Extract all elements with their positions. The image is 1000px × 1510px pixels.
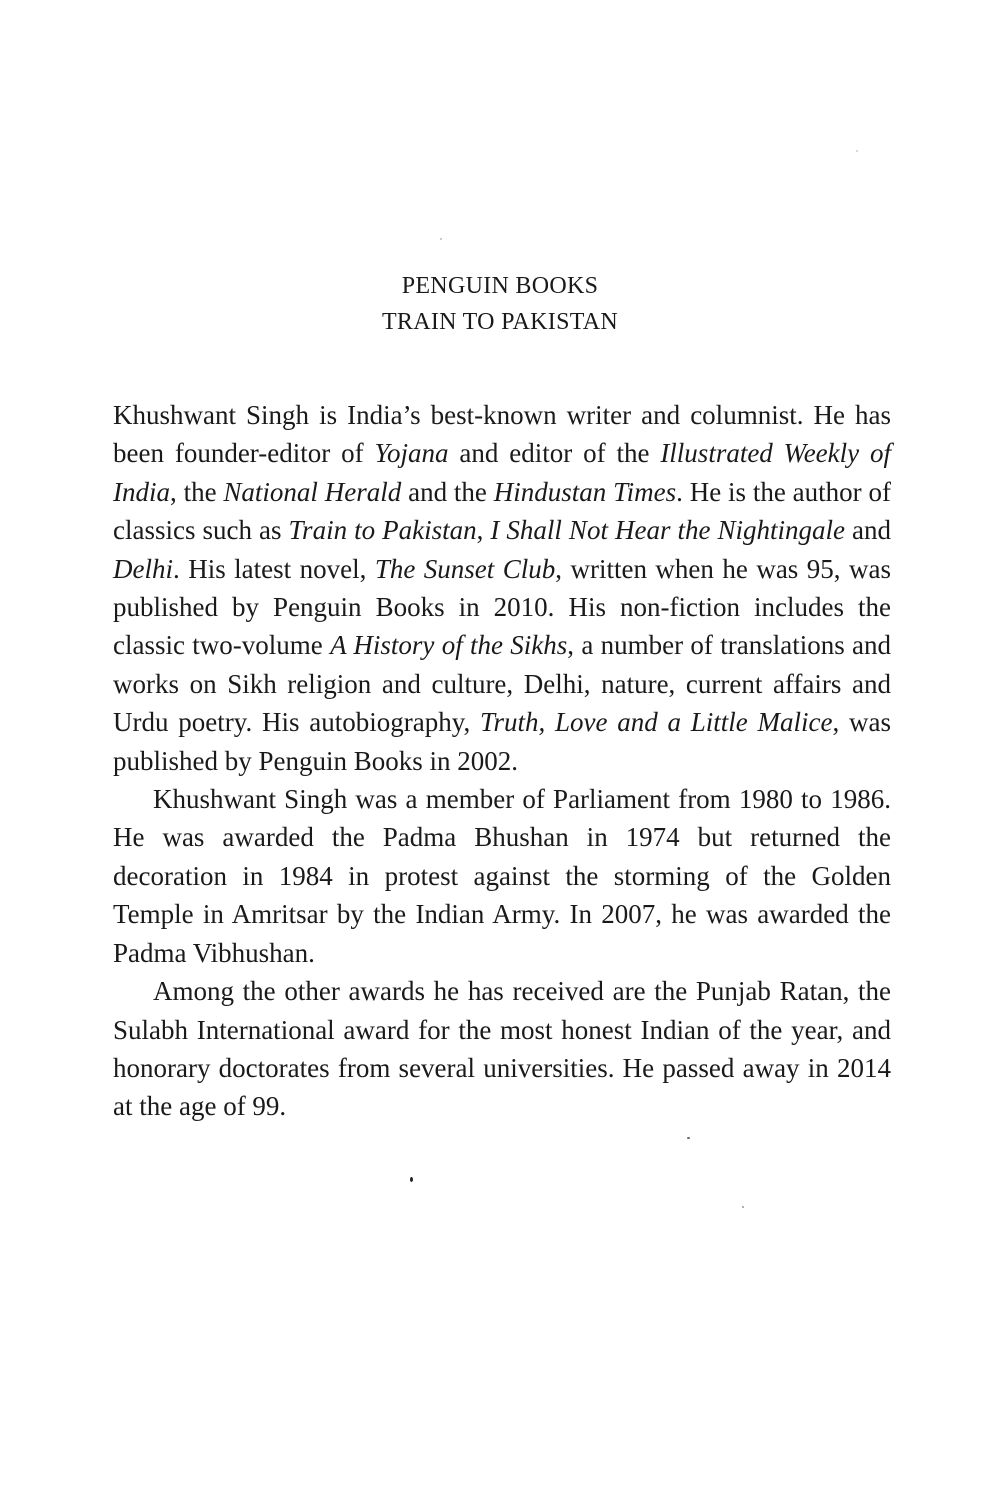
scan-speck: [440, 238, 442, 240]
bio-paragraph-2: [113, 780, 891, 972]
scan-speck: [742, 1206, 744, 1208]
text-segment: and the: [401, 476, 494, 507]
italic-title: A History of the Sikhs: [330, 630, 568, 661]
text-segment: . His latest novel,: [173, 553, 375, 584]
text-segment: , written when he was 95, was published by Penguin Books in 2010. His non-fiction includes the classic two-volume: [113, 553, 891, 661]
italic-title: Hindustan Times: [493, 476, 677, 507]
author-bio: [113, 396, 891, 1126]
text-segment: , the: [170, 476, 224, 507]
text-segment: . He is the author of classics such as: [113, 476, 891, 546]
italic-title: Delhi: [113, 553, 173, 584]
italic-title: National Herald: [223, 476, 402, 507]
text-segment: and: [845, 515, 892, 546]
italic-title: Truth, Love and a Little Malice: [479, 707, 833, 738]
text-segment: Khushwant Singh is India’s best-known writer and columnist. He has been founder-editor of: [113, 400, 891, 469]
bio-paragraph-3: [113, 972, 891, 1126]
text-segment: Khushwant Singh was a member of Parliament from 1980 to 1986. He was awarded the Padma Bhushan in 1974 but returned the decoration in 1984 in protest against the storming of the Golden Temple in Amritsar by the Indian Army. In 2007, he was awarded the Padma Vibhushan.: [113, 784, 891, 968]
text-segment: , a number of translations and works on Sikh religion and culture, Delhi, nature, current affairs and Urdu poetry. His autobiography,: [113, 630, 892, 738]
bio-paragraph-1: [113, 396, 891, 780]
text-segment: and editor of the: [448, 438, 661, 469]
scan-speck: [687, 1137, 690, 1139]
italic-title: The Sunset Club: [374, 553, 556, 584]
scan-speck: [856, 150, 858, 152]
italic-title: Train to Pakistan: [288, 515, 477, 546]
book-title: TRAIN TO PAKISTAN: [381, 309, 619, 335]
scan-speck: [410, 1177, 413, 1182]
italic-title: Yojana: [374, 438, 449, 469]
text-segment: , was published by Penguin Books in 2002.: [113, 707, 891, 776]
text-segment: ,: [476, 515, 491, 546]
italic-title: I Shall Not Hear the Nightingale: [490, 515, 845, 546]
text-segment: Among the other awards he has received are the Punjab Ratan, the Sulabh International award for the most honest Indian of the year, and honorary doctorates from several universities. He passed away in 2014 at the age of 99.: [113, 976, 891, 1122]
publisher-name: PENGUIN BOOKS: [401, 273, 599, 299]
italic-title: Illustrated Weekly of India: [113, 438, 891, 507]
page-heading: [0, 268, 1000, 340]
